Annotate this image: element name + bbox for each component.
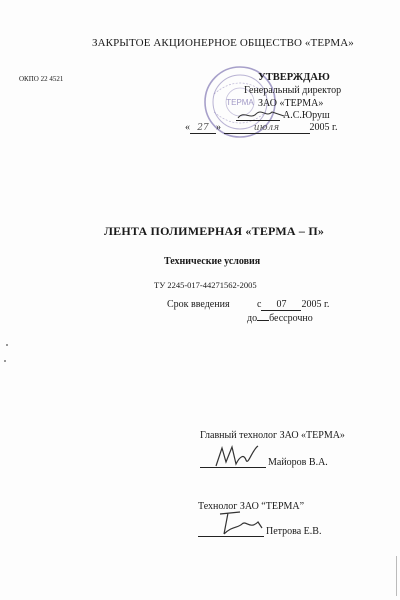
- tu-number: ТУ 2245-017-44271562-2005: [154, 280, 257, 290]
- approval-date: [185, 122, 337, 134]
- director-name: А.С.Юруш: [283, 110, 330, 121]
- date-open-quote: «: [185, 122, 190, 133]
- document-title: ЛЕНТА ПОЛИМЕРНАЯ «ТЕРМА – П»: [104, 224, 325, 238]
- technologist-position: Технолог ЗАО “ТЕРМА”: [198, 501, 305, 512]
- term-label: Срок введения: [167, 299, 230, 310]
- term-to: [247, 313, 313, 324]
- date-year: 2005 г.: [309, 122, 338, 133]
- chief-technologist-position: Главный технолог ЗАО «ТЕРМА»: [200, 430, 345, 441]
- okpo-code: ОКПО 22 4521: [19, 75, 64, 83]
- term-to-value: бессрочно: [269, 313, 313, 324]
- company-header: ЗАКРЫТОЕ АКЦИОНЕРНОЕ ОБЩЕСТВО «ТЕРМА»: [92, 37, 354, 49]
- chief-technologist-signature: [212, 442, 262, 470]
- scan-speck: [4, 360, 6, 362]
- technologist-signature: [214, 508, 264, 538]
- approval-position: Генеральный директор: [244, 85, 342, 96]
- document-subtitle: Технические условия: [164, 256, 261, 267]
- term-to-gap: [257, 320, 269, 321]
- technologist-signature-line: [198, 536, 264, 537]
- date-month: июля: [224, 123, 310, 134]
- scan-edge-mark: [396, 556, 397, 596]
- term-from-prefix: с: [257, 299, 262, 310]
- director-signature-line: [236, 120, 280, 121]
- term-to-prefix: до: [247, 313, 258, 324]
- date-close-quote: »: [216, 122, 221, 133]
- term-from-year: 2005 г.: [301, 299, 330, 310]
- date-day: 27: [190, 123, 216, 134]
- approval-title: УТВЕРЖДАЮ: [258, 72, 330, 83]
- approval-organization: ЗАО «ТЕРМА»: [258, 98, 324, 109]
- chief-signature-line: [200, 467, 266, 468]
- chief-technologist-name: Майоров В.А.: [268, 457, 328, 468]
- scan-speck: [6, 344, 8, 346]
- stamp-text: ТЕРМА: [226, 98, 254, 107]
- technologist-name: Петрова Е.В.: [266, 526, 322, 537]
- term-from: [257, 299, 329, 311]
- term-from-value: 07: [261, 299, 301, 311]
